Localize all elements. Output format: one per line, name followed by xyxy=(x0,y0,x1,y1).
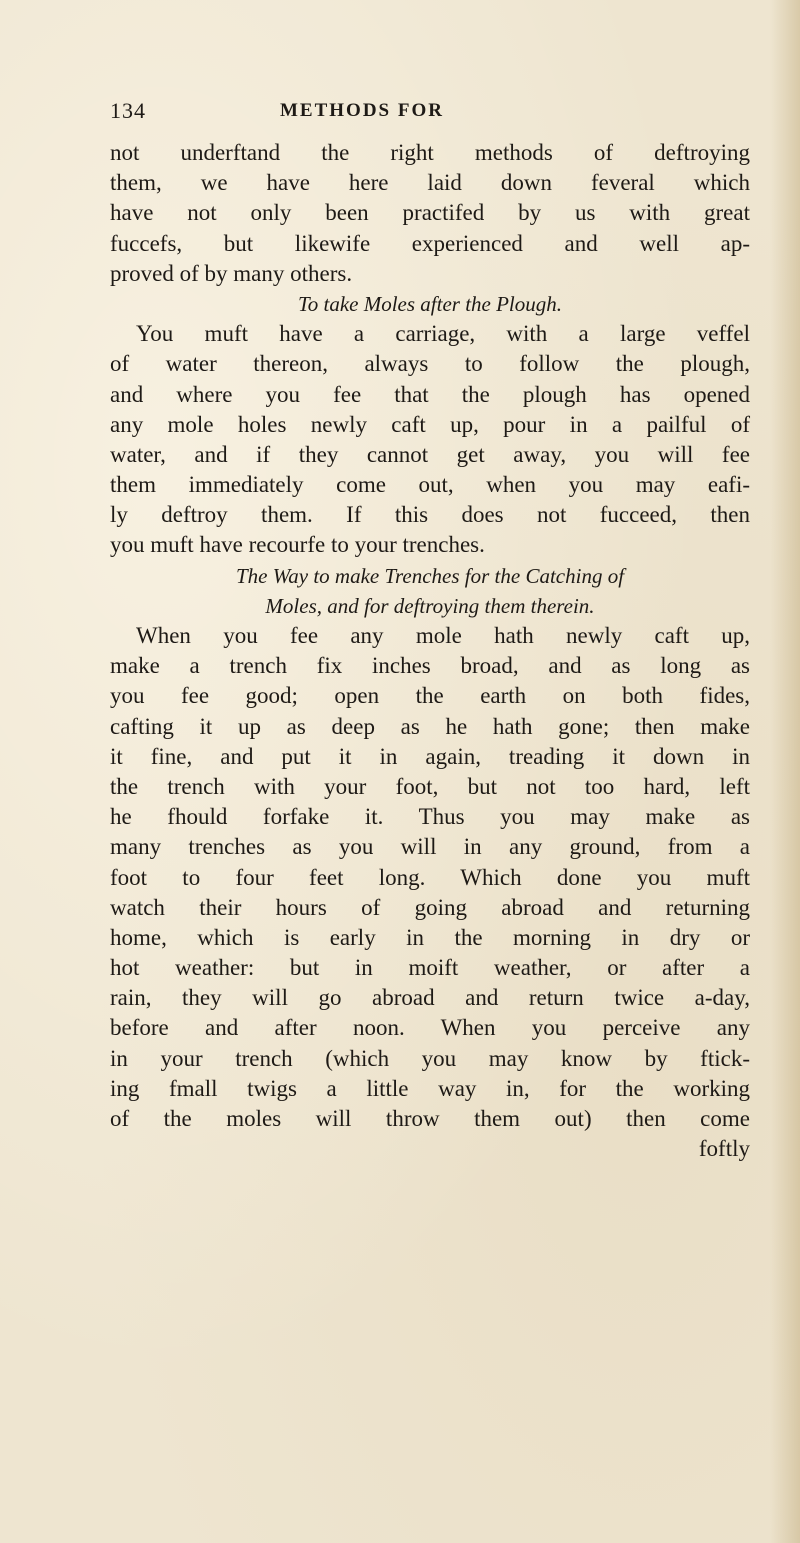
text-line: many trenches as you will in any ground, from a xyxy=(110,834,750,860)
text-line: hot weather: but in moift weather, or after a xyxy=(110,955,750,981)
text-line: ing fmall twigs a little way in, for the working xyxy=(110,1075,750,1101)
text-line: in your trench (which you may know by ftick- xyxy=(110,1045,750,1071)
text-line: cafting it up as deep as he hath gone; then make xyxy=(110,713,750,739)
text-line: before and after noon. When you perceive any xyxy=(110,1015,750,1041)
section-heading-trenches-cont: Moles, and for deftroying them therein. xyxy=(265,593,595,618)
text-line: home, which is early in the morning in dry or xyxy=(110,924,750,950)
text-line: ly deftroy them. If this does not fucceed, then xyxy=(110,502,750,528)
page-body xyxy=(110,138,750,1164)
text-line: not underftand the right methods of deftroying xyxy=(110,140,750,165)
text-line: it fine, and put it in again, treading it down in xyxy=(110,743,750,769)
text-line: the trench with your foot, but not too hard, left xyxy=(110,773,750,799)
page-header xyxy=(110,98,750,132)
text-line: water, and if they cannot get away, you will fee xyxy=(110,441,750,467)
text-line: and where you fee that the plough has opened xyxy=(110,381,750,407)
page-number: 134 xyxy=(110,98,146,123)
section-heading-plough: To take Moles after the Plough. xyxy=(297,291,563,316)
text-line: of the moles will throw them out) then come xyxy=(110,1106,750,1131)
text-line: When you fee any mole hath newly caft up, xyxy=(136,623,750,648)
page-edge-shadow xyxy=(770,0,800,1543)
text-line: proved of by many others. xyxy=(110,260,353,286)
catchword: foftly xyxy=(698,1136,750,1162)
text-line: fuccefs, but likewife experienced and well ap- xyxy=(110,230,750,256)
text-line: foot to four feet long. Which done you muft xyxy=(110,864,750,890)
text-line: of water thereon, always to follow the plough, xyxy=(110,351,750,377)
text-line: have not only been practifed by us with great xyxy=(110,200,750,226)
section-heading-trenches: The Way to make Trenches for the Catching of xyxy=(235,563,625,588)
text-line: them immediately come out, when you may eafi- xyxy=(110,472,750,498)
text-line: make a trench fix inches broad, and as long as xyxy=(110,653,750,679)
text-line: any mole holes newly caft up, pour in a pailful of xyxy=(110,411,750,437)
text-line: you muft have recourfe to your trenches. xyxy=(110,532,485,558)
running-head: METHODS FOR xyxy=(280,100,444,121)
text-line: rain, they will go abroad and return twice a-day, xyxy=(110,985,750,1011)
text-line: watch their hours of going abroad and returning xyxy=(110,894,750,920)
text-line: them, we have here laid down feveral which xyxy=(110,170,750,196)
text-line: he fhould forfake it. Thus you may make as xyxy=(110,804,750,830)
text-line: you fee good; open the earth on both fides, xyxy=(110,683,750,709)
text-line: You muft have a carriage, with a large veffel xyxy=(136,321,750,347)
